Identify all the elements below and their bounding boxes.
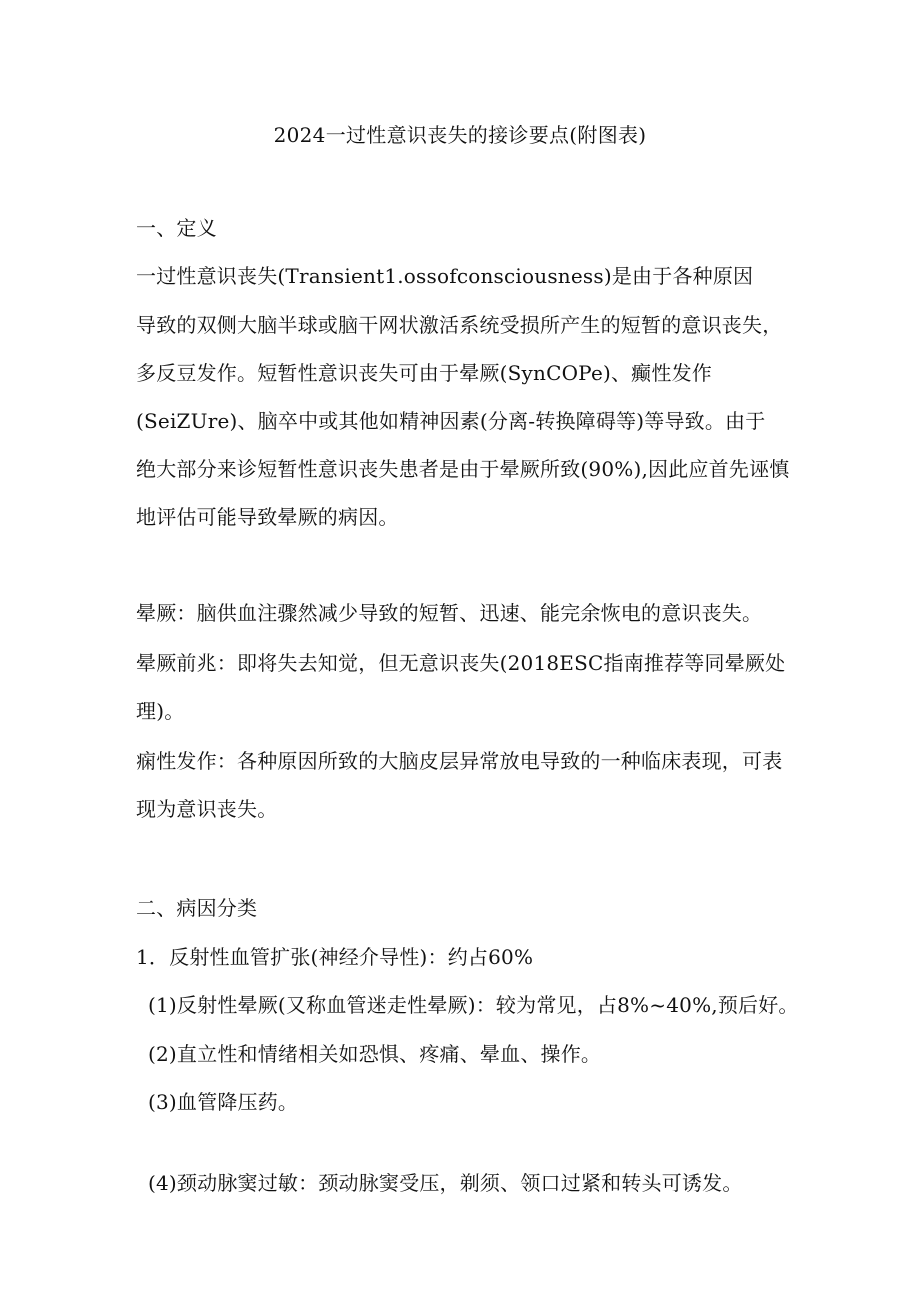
etiology-subitem-2: (2)直立性和情绪相关如恐惧、疼痛、晕血、操作。 [148, 1042, 602, 1066]
definition-line-3: 多反豆发作。短暂性意识丧失可由于晕厥(SynCOPe)、癫性发作 [136, 361, 712, 385]
term-presyncope-line-2: 理)。 [136, 699, 185, 723]
section-heading-definition: 一、定义 [136, 216, 217, 240]
term-syncope: 晕厥：脑供血注骤然减少导致的短暂、迅速、能完余恢电的意识丧失。 [136, 601, 763, 625]
term-seizure-line-2: 现为意识丧失。 [136, 797, 278, 821]
term-seizure-line-1: 痫性发作：各种原因所致的大脑皮层异常放电导致的一种临床表现，可表 [136, 749, 783, 773]
etiology-subitem-4: (4)颈动脉窦过敏：颈动脉窦受压，剃须、领口过紧和转头可诱发。 [148, 1171, 743, 1195]
etiology-subitem-1: (1)反射性晕厥(又称血管迷走性晕厥)：较为常见，占8%~40%,预后好。 [148, 993, 799, 1017]
term-presyncope-line-1: 晕厥前兆：即将失去知觉，但无意识丧失(2018ESC指南推荐等同晕厥处 [136, 651, 786, 675]
etiology-subitem-3: (3)血管降压药。 [148, 1090, 299, 1114]
section-heading-etiology: 二、病因分类 [136, 896, 258, 920]
etiology-item-1: 1．反射性血管扩张(神经介导性)：约占60% [136, 945, 534, 969]
definition-line-1: 一过性意识丧失(Transient1.ossofconsciousness)是由于各种原因 [136, 264, 754, 288]
definition-line-2: 导致的双侧大脑半球或脑干网状激活系统受损所产生的短暂的意识丧失， [136, 313, 783, 337]
document-title: 2024一过性意识丧失的接诊要点(附图表) [273, 123, 647, 147]
definition-line-6: 地评估可能导致晕厥的病因。 [136, 505, 399, 529]
definition-line-5: 绝大部分来诊短暂性意识丧失患者是由于晕厥所致(90%),因此应首先诬慎 [136, 457, 790, 481]
definition-line-4: (SeiZUre)、脑卒中或其他如精神因素(分离-转换障碍等)等导致。由于 [136, 409, 766, 433]
